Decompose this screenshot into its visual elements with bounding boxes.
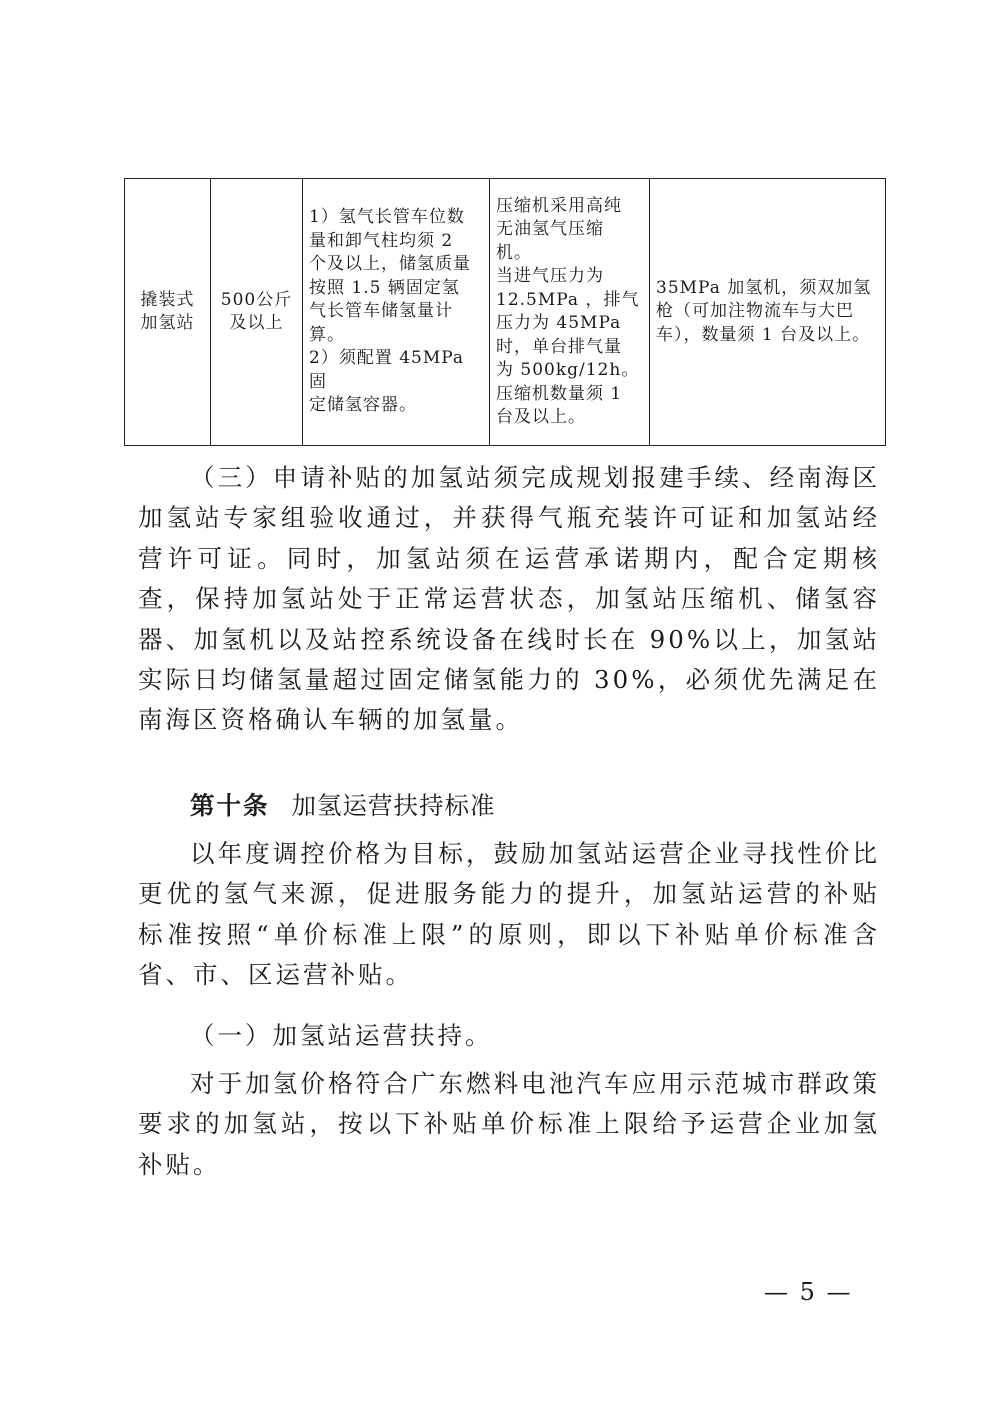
cell-storage-requirements: 1）氢气长管车位数 量和卸气柱均须 2 个及以上，储氢质量 按照 1.5 辆固定氢 气长管车储氢量计 算。 2）须配置 45MPa 固 定储氢容器。 — [303, 179, 490, 446]
hydrogen-station-spec-table — [124, 178, 886, 446]
page-number: — 5 — — [764, 1278, 853, 1306]
table-row — [125, 179, 886, 446]
cell-capacity: 500公斤 及以上 — [211, 179, 303, 446]
paragraph-article-intro: 以年度调控价格为目标，鼓励加氢站运营企业寻找性价比更优的氢气来源，促进服务能力的提升，加氢站运营的补贴标准按照“单价标准上限”的原则，即以下补贴单价标准含省、市、区运营补贴。 — [138, 839, 880, 990]
subsection-heading-1: （一）加氢站运营扶持。 — [190, 1021, 493, 1050]
cell-station-type: 撬装式 加氢站 — [125, 179, 211, 446]
cell-dispenser-requirements: 35MPa 加氢机，须双加氢 枪（可加注物流车与大巴 车），数量须 1 台及以上。 — [650, 179, 886, 446]
cell-compressor-requirements: 压缩机采用高纯 无油氢气压缩 机。 当进气压力为 12.5MPa ，排气 压力为 45MPa 时，单台排气量 为 500kg/12h。 压缩机数量须 1 台及以上。 — [490, 179, 650, 446]
article-number: 第十条 — [190, 791, 270, 820]
article-title: 加氢运营扶持标准 — [291, 791, 496, 820]
paragraph-clause-3: （三）申请补贴的加氢站须完成规划报建手续、经南海区加氢站专家组验收通过，并获得气瓶充装许可证和加氢站经营许可证。同时，加氢站须在运营承诺期内，配合定期核查，保持加氢站处于正常运营状态，加氢站压缩机、储氢容器、加氢机以及站控系统设备在线时长在 90%以上，加氢站实际日均储氢量超过固定储氢能力的 30%，必须优先满足在南海区资格确认车辆的加氢量。 — [138, 463, 880, 735]
article-heading — [190, 786, 496, 826]
paragraph-subsection-1: 对于加氢价格符合广东燃料电池汽车应用示范城市群政策要求的加氢站，按以下补贴单价标准上限给予运营企业加氢补贴。 — [138, 1069, 880, 1179]
